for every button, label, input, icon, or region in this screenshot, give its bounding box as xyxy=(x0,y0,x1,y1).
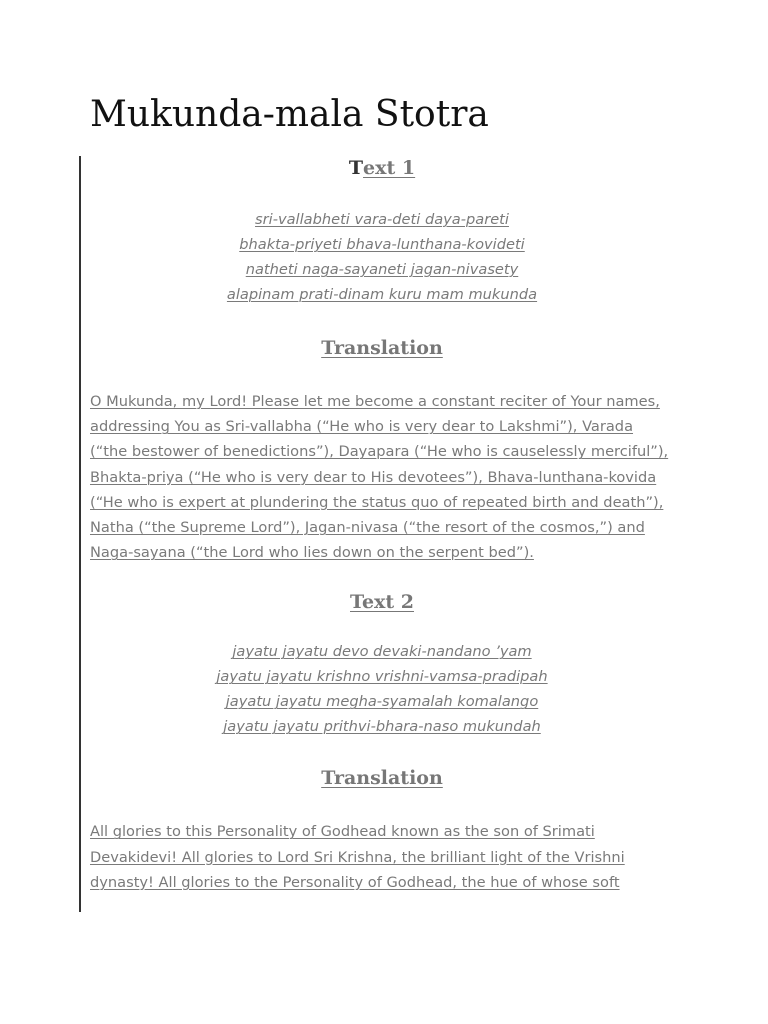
text-1-heading-rest[interactable]: ext 1 xyxy=(363,157,416,179)
page-title: Mukunda-mala Stotra xyxy=(90,94,489,135)
verse-line[interactable]: jayatu jayatu devo devaki-nandano ’yam xyxy=(232,643,532,661)
text-2-translation[interactable]: All glories to this Personality of Godhead known as the son of Srimati Devakidevi! All glories to Lord Sri Krishna, the brilliant light of the Vrishni dynasty! All glories to the Personality of Godhead, the hue of whose soft xyxy=(90,823,625,891)
verse-line[interactable]: natheti naga-sayaneti jagan-nivasety xyxy=(245,261,519,278)
text-1-heading-initial: T xyxy=(348,157,364,179)
text-1-translation-heading[interactable]: Translation xyxy=(321,337,443,359)
verse-line[interactable]: jayatu jayatu krishno vrishni-vamsa-pradipah xyxy=(216,668,548,686)
text-1-translation[interactable]: O Mukunda, my Lord! Please let me become a constant reciter of Your names, addressing You as Sri-vallabha (“He who is very dear to Lakshmi”), Varada (“the bestower of benedictions”), Dayapara (“He who is causelessly merciful”), Bhakta-priya (“He who is very dear to His devotees”), Bhava-lunthana-kovida (“He who is expert at plundering the status quo of repeated birth and death”), Natha (“the Supreme Lord”), Jagan-nivasa (“the resort of the cosmos,”) and Naga-sayana (“the Lord who lies down on the serpent bed”). xyxy=(90,393,669,562)
verse-line[interactable]: bhakta-priyeti bhava-lunthana-kovideti xyxy=(239,236,525,253)
verse-line[interactable]: jayatu jayatu megha-syamalah komalango xyxy=(225,693,539,711)
document-body xyxy=(90,153,674,895)
verse-line[interactable]: jayatu jayatu prithvi-bhara-naso mukundah xyxy=(223,718,541,736)
text-2-translation-heading[interactable]: Translation xyxy=(321,767,443,790)
text-1-verse xyxy=(90,207,674,307)
text-2-verse xyxy=(90,639,674,739)
text-2-heading[interactable]: Text 2 xyxy=(350,591,414,614)
verse-line[interactable]: sri-vallabheti vara-deti daya-pareti xyxy=(255,211,509,228)
verse-line[interactable]: alapinam prati-dinam kuru mam mukunda xyxy=(226,286,538,303)
left-border-rule xyxy=(79,156,81,912)
text-1-heading xyxy=(90,153,674,183)
